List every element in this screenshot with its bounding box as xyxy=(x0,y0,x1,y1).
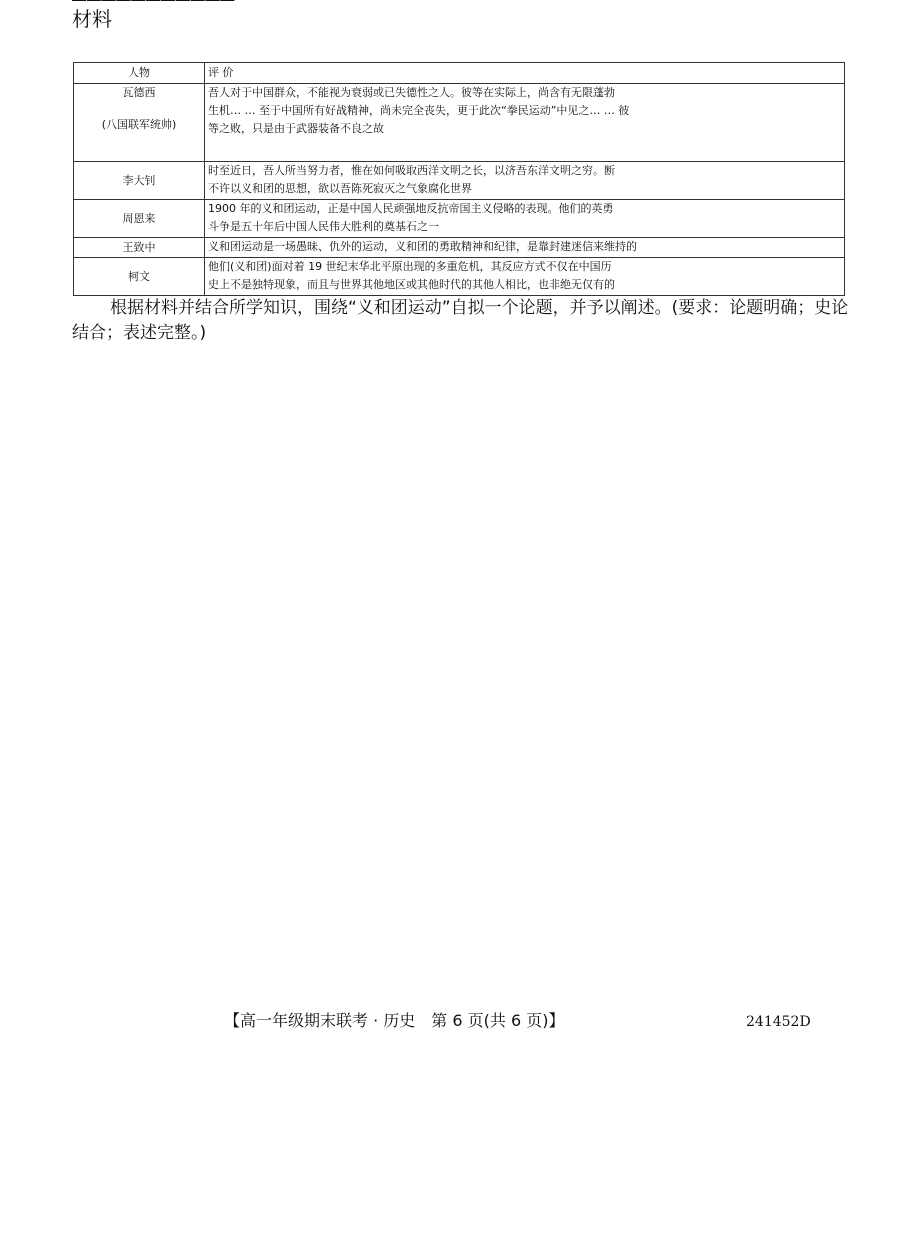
person-name: 柯文 xyxy=(74,258,205,296)
person-note: (八国联军统帅) xyxy=(101,118,177,131)
table-row xyxy=(74,162,845,200)
table-row xyxy=(74,200,845,238)
evaluation-cell xyxy=(205,162,845,200)
question-prompt: 根据材料并结合所学知识，围绕“义和团运动”自拟一个论题，并予以阐述。(要求：论题明确；史论结合；表述完整。) xyxy=(72,298,849,343)
cut-off-previous-line xyxy=(72,0,312,1)
table-row xyxy=(74,258,845,296)
footer-exam-code: 241452D xyxy=(746,1014,811,1030)
header-evaluation: 评 价 xyxy=(205,63,845,84)
evaluation-line: 等之败，只是由于武器装备不良之故 xyxy=(208,122,384,135)
evaluation-cell xyxy=(205,200,845,238)
evaluation-line: 斗争是五十年后中国人民伟大胜利的奠基石之一 xyxy=(208,220,439,233)
evaluation-table xyxy=(73,62,845,296)
header-person: 人物 xyxy=(74,63,205,84)
evaluation-line: 义和团运动是一场愚昧、仇外的运动，义和团的勇敢精神和纪律，是靠封建迷信来维持的 xyxy=(208,240,637,253)
person-name: 瓦德西 xyxy=(122,86,156,99)
evaluation-cell xyxy=(205,258,845,296)
person-name: 王致中 xyxy=(74,238,205,258)
evaluation-line: 生机… … 至于中国所有好战精神，尚未完全丧失，更于此次“拳民运动”中见之… … 彼 xyxy=(208,104,630,117)
evaluation-cell xyxy=(205,84,845,162)
evaluation-line: 时至近日，吾人所当努力者，惟在如何吸取西洋文明之长，以济吾东洋文明之穷。断 xyxy=(208,164,615,177)
table-header-row xyxy=(74,63,845,84)
table-row xyxy=(74,84,845,162)
table-row xyxy=(74,238,845,258)
footer-page-info: 【高一年级期末联考 · 历史 第 6 页(共 6 页)】 xyxy=(224,1011,565,1030)
evaluation-line: 1900 年的义和团运动，正是中国人民顽强地反抗帝国主义侵略的表现。他们的英勇 xyxy=(208,202,614,215)
evaluation-line: 他们(义和团)面对着 19 世纪末华北平原出现的多重危机，其反应方式不仅在中国历 xyxy=(208,260,612,273)
person-cell xyxy=(74,84,205,162)
evaluation-cell xyxy=(205,238,845,258)
person-name: 周恩来 xyxy=(74,200,205,238)
material-label: 材料 xyxy=(72,7,112,31)
person-name: 李大钊 xyxy=(74,162,205,200)
evaluation-line: 不许以义和团的思想，欲以吾陈死寂灭之气象腐化世界 xyxy=(208,182,472,195)
evaluation-line: 吾人对于中国群众，不能视为衰弱或已失德性之人。彼等在实际上，尚含有无限蓬勃 xyxy=(208,86,615,99)
evaluation-line: 史上不是独特现象，而且与世界其他地区或其他时代的其他人相比，也非绝无仅有的 xyxy=(208,278,615,291)
